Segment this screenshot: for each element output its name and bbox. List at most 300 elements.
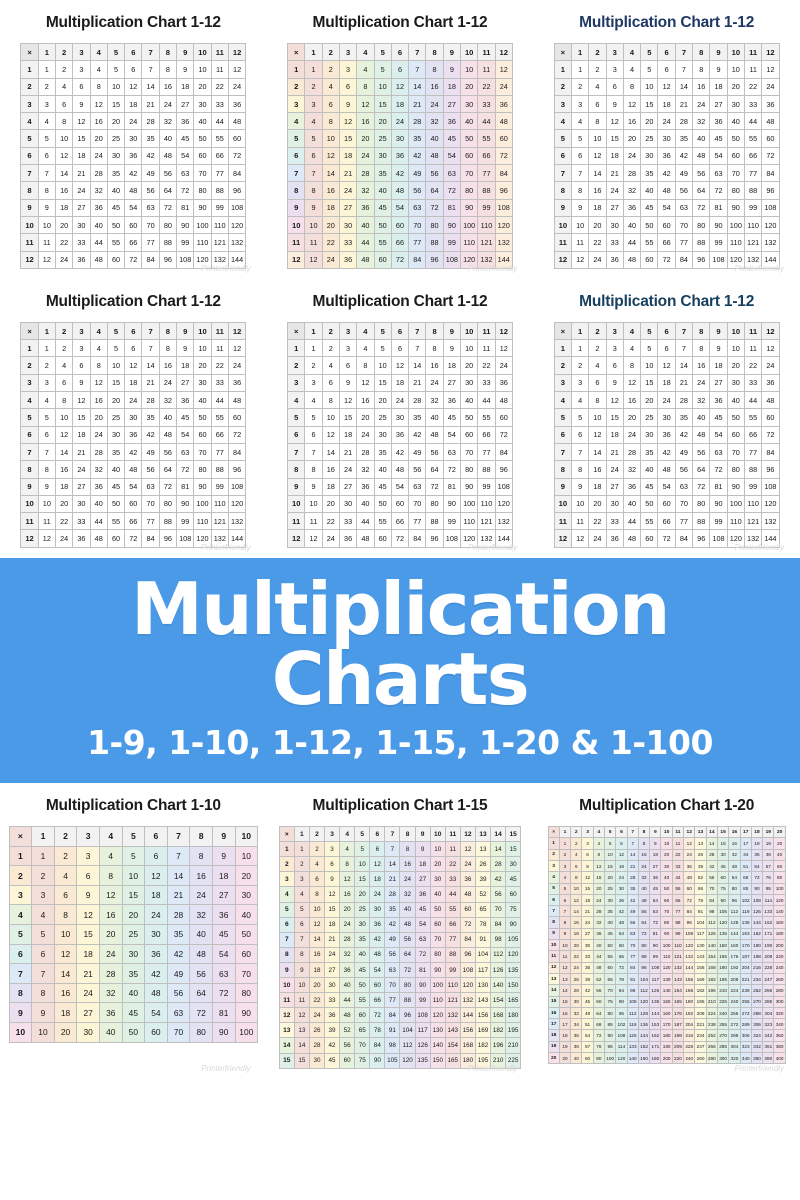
table-cell: 20	[661, 849, 672, 860]
table-cell: 56	[159, 443, 176, 460]
table-cell: 160	[774, 917, 785, 928]
table-cell: 108	[177, 530, 194, 547]
table-cell: 10	[571, 883, 582, 894]
table-cell: 18	[339, 426, 356, 443]
table-cell: 11	[445, 842, 460, 857]
table-cell: 8	[357, 78, 374, 95]
table-cell: 33	[744, 374, 761, 391]
table-row	[548, 849, 785, 860]
table-cell: 12	[77, 905, 100, 925]
table-cell: 154	[491, 993, 506, 1008]
table-row-header: 6	[554, 426, 571, 443]
table-cell: 27	[339, 199, 356, 216]
chart-card-1-12-colored	[267, 0, 534, 279]
table-row-header: 3	[9, 885, 32, 905]
table-cell: 75	[717, 883, 728, 894]
table-cell: 15	[107, 374, 124, 391]
table-row-header: 1	[9, 846, 32, 866]
table-column-header: 11	[478, 44, 495, 61]
table-cell: 98	[627, 985, 638, 996]
table-cell: 72	[177, 461, 194, 478]
table-row	[279, 887, 521, 902]
table-cell: 120	[506, 947, 521, 962]
table-cell: 56	[159, 165, 176, 182]
table-cell: 120	[461, 530, 478, 547]
table-column-header: 6	[125, 44, 142, 61]
table-cell: 2	[55, 61, 72, 78]
table-row-header: 8	[288, 461, 305, 478]
table-cell: 40	[623, 216, 640, 233]
table-cell: 110	[744, 495, 761, 512]
table-cell: 8	[90, 357, 107, 374]
table-cell: 66	[125, 513, 142, 530]
table-cell: 306	[751, 1019, 762, 1030]
table-cell: 72	[125, 251, 142, 268]
table-cell: 8	[190, 846, 213, 866]
table-cell: 72	[228, 147, 245, 164]
table-cell: 99	[443, 513, 460, 530]
table-cell: 9	[73, 374, 90, 391]
table-cell: 99	[445, 962, 460, 977]
table-row-header: 13	[279, 1023, 294, 1038]
table-row-header: 5	[288, 130, 305, 147]
table-cell: 6	[559, 894, 570, 905]
table-row-header: 4	[554, 113, 571, 130]
table-row	[554, 61, 779, 78]
table-cell: 49	[409, 443, 426, 460]
table-cell: 18	[370, 872, 385, 887]
table-cell: 110	[461, 234, 478, 251]
table-cell: 18	[751, 838, 762, 849]
table-column-header: 2	[54, 827, 77, 847]
table-cell: 165	[672, 996, 683, 1007]
table-cell: 15	[605, 861, 616, 872]
table-cell: 4	[589, 357, 606, 374]
table-cell: 48	[90, 530, 107, 547]
table-cell: 27	[177, 374, 194, 391]
table-cell: 100	[461, 216, 478, 233]
table-cell: 114	[616, 1041, 627, 1052]
table-cell: 78	[475, 917, 490, 932]
table-cell: 102	[740, 894, 751, 905]
table-cell: 22	[445, 857, 460, 872]
table-cell: 55	[445, 902, 460, 917]
table-cell: 56	[675, 182, 692, 199]
table-cell: 128	[638, 1007, 649, 1018]
table-cell: 24	[495, 357, 512, 374]
table-row-header: 9	[288, 199, 305, 216]
table-cell: 56	[167, 983, 190, 1003]
table-cell: 54	[658, 199, 675, 216]
table-header-row	[279, 827, 521, 842]
table-cell: 70	[409, 495, 426, 512]
table-cell: 24	[357, 426, 374, 443]
chart-card-1-20-colored	[533, 783, 800, 1079]
table-cell: 40	[571, 1053, 582, 1064]
chart-card-1-12-plain-c	[0, 279, 267, 558]
table-cell: 100	[430, 978, 445, 993]
table-cell: 88	[211, 182, 228, 199]
table-cell: 72	[443, 461, 460, 478]
table-cell: 8	[55, 113, 72, 130]
table-cell: 35	[627, 883, 638, 894]
table-cell: 6	[294, 917, 309, 932]
table-cell: 117	[475, 962, 490, 977]
table-cell: 21	[627, 861, 638, 872]
table-row-header: 11	[21, 513, 38, 530]
table-cell: 99	[710, 513, 727, 530]
table-row	[279, 872, 521, 887]
table-cell: 36	[90, 199, 107, 216]
table-cell: 18	[606, 426, 623, 443]
table-cell: 12	[606, 113, 623, 130]
table-cell: 136	[638, 1019, 649, 1030]
table-cell: 33	[339, 234, 356, 251]
table-cell: 98	[706, 906, 717, 917]
table-row	[288, 513, 513, 530]
table-row-header: 1	[548, 838, 559, 849]
table-cell: 24	[77, 983, 100, 1003]
table-cell: 70	[675, 495, 692, 512]
table-cell: 27	[650, 861, 661, 872]
table-cell: 30	[661, 861, 672, 872]
table-cell: 8	[90, 78, 107, 95]
table-cell: 56	[491, 887, 506, 902]
table-cell: 91	[695, 906, 706, 917]
table-cell: 50	[461, 409, 478, 426]
table-cell: 20	[461, 357, 478, 374]
table-cell: 80	[774, 872, 785, 883]
table-cell: 240	[717, 1007, 728, 1018]
table-cell: 66	[658, 234, 675, 251]
table-column-header: 3	[77, 827, 100, 847]
table-cell: 51	[582, 1019, 593, 1030]
table-cell: 90	[443, 495, 460, 512]
table-column-header: 10	[430, 827, 445, 842]
table-cell: 14	[55, 443, 72, 460]
table-cell: 50	[727, 409, 744, 426]
table-cell: 55	[355, 993, 370, 1008]
table-row-header: 7	[9, 964, 32, 984]
table-row	[554, 165, 779, 182]
table-row-header: 4	[21, 113, 38, 130]
table-column-header: 1	[32, 827, 55, 847]
table-cell: 48	[762, 392, 779, 409]
table-row-header: 8	[554, 182, 571, 199]
table-cell: 110	[430, 993, 445, 1008]
table-cell: 5	[305, 130, 322, 147]
table-row-header: 2	[288, 357, 305, 374]
table-cell: 17	[740, 838, 751, 849]
table-column-header: 6	[658, 322, 675, 339]
table-cell: 49	[675, 443, 692, 460]
table-cell: 234	[695, 1030, 706, 1041]
table-row	[288, 461, 513, 478]
table-cell: 28	[385, 887, 400, 902]
table-cell: 24	[623, 426, 640, 443]
table-cell: 88	[744, 461, 761, 478]
table-cell: 3	[73, 61, 90, 78]
table-cell: 20	[727, 78, 744, 95]
table-cell: 42	[325, 1038, 340, 1053]
table-cell: 14	[322, 443, 339, 460]
table-cell: 14	[385, 857, 400, 872]
table-cell: 25	[641, 130, 658, 147]
table-cell: 221	[695, 1019, 706, 1030]
table-cell: 63	[650, 906, 661, 917]
table-cell: 30	[571, 996, 582, 1007]
table-cell: 45	[107, 478, 124, 495]
table-cell: 12	[73, 392, 90, 409]
table-corner-cell: ×	[9, 827, 32, 847]
chart-table-holder	[287, 322, 513, 548]
table-cell: 40	[641, 461, 658, 478]
table-row-header: 7	[288, 165, 305, 182]
table-cell: 32	[571, 1007, 582, 1018]
table-cell: 15	[294, 1053, 309, 1068]
table-cell: 21	[339, 165, 356, 182]
table-cell: 24	[55, 251, 72, 268]
table-cell: 56	[340, 1038, 355, 1053]
table-cell: 78	[616, 973, 627, 984]
table-cell: 40	[430, 887, 445, 902]
table-cell: 14	[675, 357, 692, 374]
table-cell: 80	[605, 1007, 616, 1018]
table-cell: 35	[675, 130, 692, 147]
table-row-header: 4	[288, 392, 305, 409]
table-cell: 8	[426, 340, 443, 357]
table-cell: 56	[190, 964, 213, 984]
table-row-header: 1	[21, 61, 38, 78]
table-cell: 6	[305, 147, 322, 164]
table-cell: 81	[415, 962, 430, 977]
table-cell: 18	[571, 928, 582, 939]
table-cell: 24	[99, 944, 122, 964]
table-row-header: 14	[548, 985, 559, 996]
table-cell: 5	[605, 838, 616, 849]
table-cell: 54	[443, 147, 460, 164]
table-row-header: 2	[279, 857, 294, 872]
table-column-header: 11	[211, 44, 228, 61]
table-row-header: 9	[288, 478, 305, 495]
table-cell: 12	[305, 530, 322, 547]
table-cell: 247	[763, 973, 774, 984]
table-cell: 210	[491, 1053, 506, 1068]
table-cell: 21	[675, 374, 692, 391]
table-cell: 28	[340, 932, 355, 947]
table-cell: 108	[616, 1030, 627, 1041]
table-cell: 88	[426, 234, 443, 251]
table-column-header: 8	[400, 827, 415, 842]
table-cell: 280	[774, 985, 785, 996]
table-row-header: 12	[21, 530, 38, 547]
table-cell: 112	[729, 906, 740, 917]
table-cell: 49	[675, 165, 692, 182]
table-cell: 84	[706, 894, 717, 905]
table-cell: 20	[107, 113, 124, 130]
table-cell: 20	[605, 872, 616, 883]
table-cell: 45	[374, 199, 391, 216]
table-cell: 114	[763, 894, 774, 905]
table-cell: 90	[177, 216, 194, 233]
table-cell: 12	[593, 861, 604, 872]
table-cell: 132	[478, 251, 495, 268]
table-cell: 20	[461, 78, 478, 95]
table-cell: 22	[322, 513, 339, 530]
table-cell: 77	[142, 234, 159, 251]
table-cell: 8	[340, 857, 355, 872]
table-cell: 105	[717, 906, 728, 917]
table-cell: 77	[675, 234, 692, 251]
table-cell: 28	[675, 392, 692, 409]
table-cell: 56	[426, 165, 443, 182]
table-column-header: 9	[177, 44, 194, 61]
table-cell: 5	[559, 883, 570, 894]
table-row-header: 5	[279, 902, 294, 917]
table-cell: 99	[744, 478, 761, 495]
table-cell: 12	[572, 251, 589, 268]
table-cell: 80	[159, 495, 176, 512]
table-cell: 128	[729, 917, 740, 928]
table-cell: 42	[125, 443, 142, 460]
table-cell: 10	[727, 340, 744, 357]
table-cell: 65	[355, 1023, 370, 1038]
table-cell: 110	[194, 513, 211, 530]
table-cell: 16	[322, 182, 339, 199]
table-cell: 126	[706, 928, 717, 939]
table-cell: 22	[571, 951, 582, 962]
table-cell: 12	[606, 392, 623, 409]
table-column-header: 14	[491, 827, 506, 842]
table-cell: 36	[762, 374, 779, 391]
table-cell: 40	[593, 940, 604, 951]
table-cell: 70	[355, 1038, 370, 1053]
table-cell: 24	[159, 374, 176, 391]
table-cell: 90	[235, 1003, 258, 1023]
table-cell: 120	[228, 216, 245, 233]
chart-card-1-12-plain-e	[533, 279, 800, 558]
table-cell: 14	[675, 78, 692, 95]
table-cell: 225	[717, 996, 728, 1007]
table-cell: 35	[107, 443, 124, 460]
table-row	[21, 443, 246, 460]
table-column-header: 5	[605, 827, 616, 838]
table-cell: 8	[571, 872, 582, 883]
table-cell: 80	[693, 216, 710, 233]
table-cell: 64	[593, 1007, 604, 1018]
card-title: Multiplication Chart 1-12	[579, 292, 755, 310]
table-cell: 55	[672, 883, 683, 894]
table-cell: 63	[142, 199, 159, 216]
table-cell: 25	[374, 409, 391, 426]
table-cell: 14	[142, 78, 159, 95]
table-cell: 36	[357, 199, 374, 216]
table-row-header: 2	[21, 357, 38, 374]
table-column-header: 4	[357, 322, 374, 339]
table-cell: 40	[107, 461, 124, 478]
table-cell: 16	[559, 1007, 570, 1018]
table-cell: 70	[461, 165, 478, 182]
table-column-header: 4	[90, 44, 107, 61]
table-cell: 110	[478, 216, 495, 233]
table-cell: 150	[430, 1053, 445, 1068]
table-cell: 380	[774, 1041, 785, 1052]
table-row-header: 5	[288, 409, 305, 426]
table-cell: 72	[400, 962, 415, 977]
table-column-header: 11	[478, 322, 495, 339]
table-cell: 18	[309, 962, 324, 977]
table-cell: 12	[559, 962, 570, 973]
table-cell: 3	[32, 885, 55, 905]
table-header-row	[554, 322, 779, 339]
table-cell: 4	[357, 340, 374, 357]
table-cell: 76	[763, 872, 774, 883]
table-row-header: 6	[288, 426, 305, 443]
table-column-header: 2	[571, 827, 582, 838]
table-cell: 30	[461, 95, 478, 112]
table-cell: 77	[744, 443, 761, 460]
table-cell: 32	[426, 113, 443, 130]
table-cell: 1	[305, 61, 322, 78]
table-cell: 36	[593, 928, 604, 939]
table-cell: 30	[582, 940, 593, 951]
table-cell: 16	[593, 872, 604, 883]
table-row-header: 6	[21, 147, 38, 164]
table-cell: 36	[751, 849, 762, 860]
table-cell: 14	[167, 866, 190, 886]
table-column-header: 7	[385, 827, 400, 842]
table-cell: 195	[506, 1023, 521, 1038]
chart-table-holder	[9, 826, 259, 1043]
table-cell: 12	[762, 61, 779, 78]
table-column-header: 9	[212, 827, 235, 847]
table-row-header: 3	[288, 95, 305, 112]
table-cell: 24	[145, 905, 168, 925]
table-cell: 8	[305, 461, 322, 478]
table-cell: 11	[672, 838, 683, 849]
table-cell: 108	[495, 478, 512, 495]
table-cell: 272	[729, 1019, 740, 1030]
table-cell: 260	[774, 973, 785, 984]
table-cell: 66	[211, 147, 228, 164]
table-cell: 3	[325, 842, 340, 857]
table-cell: 130	[661, 973, 672, 984]
table-cell: 255	[717, 1019, 728, 1030]
table-row	[548, 838, 785, 849]
table-cell: 28	[623, 165, 640, 182]
table-cell: 8	[559, 917, 570, 928]
table-row-header: 20	[548, 1053, 559, 1064]
table-column-header: 7	[167, 827, 190, 847]
table-cell: 72	[212, 983, 235, 1003]
table-column-header: 11	[211, 322, 228, 339]
table-cell: 77	[409, 513, 426, 530]
table-cell: 132	[744, 251, 761, 268]
chart-table-holder	[554, 43, 780, 269]
table-cell: 100	[194, 216, 211, 233]
table-cell: 6	[38, 147, 55, 164]
table-cell: 40	[461, 392, 478, 409]
table-cell: 35	[167, 925, 190, 945]
table-cell: 84	[142, 530, 159, 547]
table-row-header: 15	[548, 996, 559, 1007]
table-row	[21, 495, 246, 512]
table-column-header: 10	[194, 44, 211, 61]
table-cell: 27	[73, 478, 90, 495]
table-cell: 50	[461, 130, 478, 147]
table-cell: 40	[727, 392, 744, 409]
table-cell: 20	[55, 216, 72, 233]
